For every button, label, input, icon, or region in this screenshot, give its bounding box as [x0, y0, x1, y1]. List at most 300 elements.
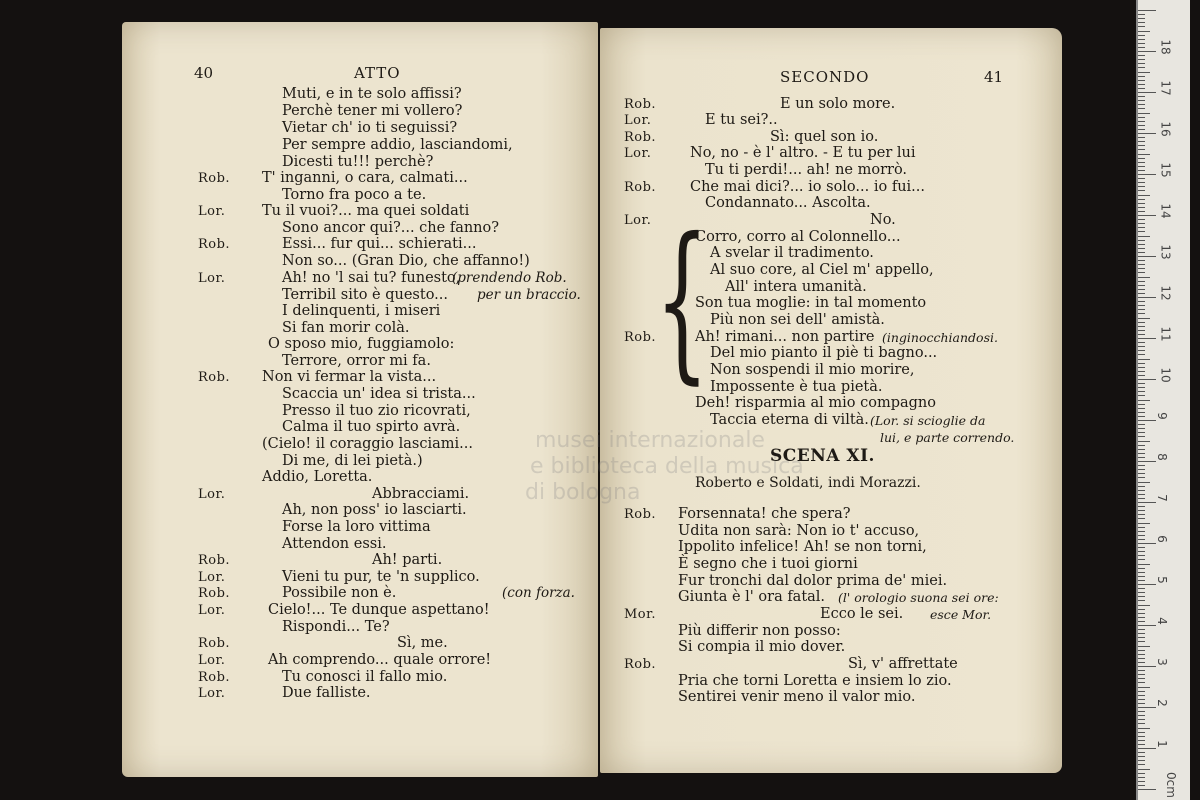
ruler-tick	[1138, 248, 1145, 249]
ruler-tick	[1138, 400, 1150, 401]
ruler-tick	[1138, 744, 1145, 745]
ruler-tick	[1138, 736, 1145, 737]
speaker-label: Rob.	[624, 657, 657, 672]
verse-line: Terrore, orror mi fa.	[282, 353, 431, 369]
ruler-tick	[1138, 547, 1145, 548]
speaker-label: Rob.	[624, 507, 657, 522]
ruler-tick	[1138, 203, 1145, 204]
ruler-tick	[1138, 404, 1145, 405]
ruler-tick	[1138, 543, 1156, 544]
verse-line: Fur tronchi dal dolor prima de' miei.	[678, 573, 948, 589]
ruler-tick	[1138, 104, 1145, 105]
ruler-number: 14	[1158, 203, 1173, 219]
verse-line: Perchè tener mi vollero?	[282, 103, 463, 119]
stage-direction: (l' orologio suona sei ore:	[838, 590, 999, 605]
ruler-tick	[1138, 473, 1145, 474]
ruler-tick	[1138, 67, 1145, 68]
stage-direction: (con forza.	[502, 585, 575, 601]
ruler-tick	[1138, 371, 1145, 372]
ruler-tick	[1138, 260, 1145, 261]
ruler-tick	[1138, 412, 1145, 413]
verse-line: Abbracciami.	[372, 486, 470, 502]
ruler-tick	[1138, 477, 1145, 478]
verse-line: Calma il tuo spirto avrà.	[282, 419, 461, 435]
ruler-tick	[1138, 92, 1156, 93]
stage-direction: (Lor. si scioglie da	[870, 413, 986, 428]
ruler-tick	[1138, 39, 1145, 40]
speaker-label: Rob.	[198, 171, 231, 186]
ruler-tick	[1138, 494, 1145, 495]
ruler-tick	[1138, 576, 1145, 577]
ruler-tick	[1138, 785, 1145, 786]
ruler-tick	[1138, 14, 1145, 15]
verse-line: Tu conosci il fallo mio.	[282, 669, 448, 685]
speaker-label: Lor.	[198, 487, 226, 502]
verse-line: Udita non sarà: Non io t' accuso,	[678, 523, 920, 539]
ruler-tick	[1138, 518, 1145, 519]
ruler-tick	[1138, 256, 1156, 257]
ruler-tick	[1138, 277, 1150, 278]
ruler-tick	[1138, 707, 1156, 708]
ruler-number: 17	[1158, 80, 1173, 96]
right-page-number: 41	[984, 68, 1004, 86]
ruler-tick	[1138, 646, 1150, 647]
ruler-tick	[1138, 268, 1145, 269]
ruler-tick	[1138, 313, 1145, 314]
stage-direction: per un braccio.	[477, 287, 581, 303]
ruler-tick	[1138, 551, 1145, 552]
verse-line: Presso il tuo zio ricovrati,	[282, 403, 471, 419]
ruler-tick	[1138, 326, 1145, 327]
ruler-tick	[1138, 207, 1145, 208]
stage-direction: lui, e parte correndo.	[880, 430, 1015, 445]
ruler-number: 4	[1154, 617, 1169, 625]
ruler-tick	[1138, 55, 1145, 56]
ruler-tick	[1138, 359, 1150, 360]
verse-line: A svelar il tradimento.	[710, 245, 874, 261]
ruler-tick	[1138, 223, 1145, 224]
verse-line: Non vi fermar la vista...	[262, 369, 437, 385]
ruler-number: 2	[1154, 699, 1169, 707]
ruler-tick	[1138, 728, 1150, 729]
verse-line: Essi... fur qui... schierati...	[282, 236, 477, 252]
ruler-tick	[1138, 88, 1145, 89]
ruler-tick	[1138, 596, 1145, 597]
ruler-tick	[1138, 719, 1145, 720]
ruler-tick	[1138, 621, 1145, 622]
ruler-tick	[1138, 711, 1145, 712]
ruler-tick	[1138, 600, 1145, 601]
ruler-tick	[1138, 572, 1145, 573]
measurement-ruler	[1136, 0, 1190, 800]
ruler-tick	[1138, 297, 1156, 298]
ruler-tick	[1138, 96, 1145, 97]
ruler-tick	[1138, 482, 1150, 483]
ruler-tick	[1138, 350, 1145, 351]
ruler-tick	[1138, 309, 1145, 310]
ruler-tick	[1138, 363, 1145, 364]
right-running-head: SECONDO	[780, 68, 870, 86]
verse-line: No, no - è l' altro. - E tu per lui	[690, 145, 916, 161]
speech-brace: {	[655, 202, 710, 400]
ruler-tick	[1138, 559, 1145, 560]
verse-line: Si fan morir colà.	[282, 320, 410, 336]
ruler-tick	[1138, 752, 1145, 753]
ruler-tick	[1138, 281, 1145, 282]
ruler-tick	[1138, 84, 1145, 85]
ruler-tick	[1138, 43, 1145, 44]
ruler-tick	[1138, 395, 1145, 396]
ruler-tick	[1138, 215, 1156, 216]
ruler-tick	[1138, 428, 1145, 429]
ruler-number: 7	[1154, 494, 1169, 502]
verse-line: Condannato... Ascolta.	[705, 195, 871, 211]
ruler-tick	[1138, 154, 1150, 155]
ruler-tick	[1138, 121, 1145, 122]
ruler-tick	[1138, 199, 1145, 200]
verse-line: Ecco le sei.	[820, 606, 904, 622]
verse-line: Si compia il mio dover.	[678, 639, 846, 655]
ruler-tick	[1138, 691, 1145, 692]
ruler-tick	[1138, 781, 1145, 782]
verse-line: Taccia eterna di viltà.	[710, 412, 869, 428]
ruler-number: 1	[1154, 740, 1169, 748]
ruler-tick	[1138, 289, 1145, 290]
ruler-tick	[1138, 35, 1145, 36]
ruler-tick	[1138, 342, 1145, 343]
ruler-number: 10	[1158, 367, 1173, 383]
ruler-tick	[1138, 449, 1145, 450]
ruler-tick	[1138, 662, 1145, 663]
ruler-tick	[1138, 133, 1156, 134]
verse-line: Tu il vuoi?... ma quei soldati	[262, 203, 470, 219]
ruler-tick	[1138, 272, 1145, 273]
ruler-tick	[1138, 588, 1145, 589]
ruler-tick	[1138, 555, 1145, 556]
ruler-tick	[1138, 354, 1145, 355]
speaker-label: Rob.	[624, 330, 657, 345]
verse-line: Giunta è l' ora fatal.	[678, 589, 826, 605]
ruler-tick	[1138, 687, 1150, 688]
ruler-tick	[1138, 166, 1145, 167]
ruler-tick	[1138, 629, 1145, 630]
ruler-tick	[1138, 723, 1145, 724]
ruler-tick	[1138, 699, 1145, 700]
ruler-tick	[1138, 379, 1156, 380]
ruler-tick	[1138, 769, 1150, 770]
speaker-label: Lor.	[198, 204, 226, 219]
ruler-number: 5	[1154, 576, 1169, 584]
verse-line: T' inganni, o cara, calmati...	[262, 170, 468, 186]
ruler-tick	[1138, 231, 1145, 232]
verse-line: Ah, non poss' io lasciarti.	[282, 502, 467, 518]
ruler-tick	[1138, 240, 1145, 241]
ruler-tick	[1138, 420, 1156, 421]
ruler-tick	[1138, 117, 1145, 118]
ruler-tick	[1138, 510, 1145, 511]
ruler-tick	[1138, 264, 1145, 265]
ruler-tick	[1138, 301, 1145, 302]
ruler-tick	[1138, 453, 1145, 454]
ruler-tick	[1138, 764, 1145, 765]
ruler-tick	[1138, 469, 1145, 470]
speaker-label: Rob.	[198, 553, 231, 568]
ruler-tick	[1138, 51, 1156, 52]
ruler-tick	[1138, 732, 1145, 733]
ruler-tick	[1138, 441, 1150, 442]
ruler-tick	[1138, 432, 1145, 433]
verse-line: Ah! parti.	[372, 552, 443, 568]
speaker-label: Lor.	[624, 113, 652, 128]
ruler-tick	[1138, 145, 1145, 146]
ruler-tick	[1138, 31, 1150, 32]
ruler-tick	[1138, 76, 1145, 77]
ruler-tick	[1138, 174, 1156, 175]
speaker-label: Rob.	[198, 636, 231, 651]
stage-direction: esce Mor.	[930, 607, 992, 622]
ruler-tick	[1138, 63, 1145, 64]
ruler-tick	[1138, 666, 1156, 667]
ruler-tick	[1138, 236, 1150, 237]
speaker-label: Rob.	[198, 670, 231, 685]
verse-line: Sì, v' affrettate	[848, 656, 958, 672]
ruler-number: 15	[1158, 162, 1173, 178]
right-page	[600, 28, 1062, 773]
watermark-line: e biblioteca della musica	[530, 454, 804, 479]
ruler-tick	[1138, 674, 1145, 675]
ruler-tick	[1138, 387, 1145, 388]
verse-line: Ah comprendo... quale orrore!	[268, 652, 492, 668]
ruler-tick	[1138, 141, 1145, 142]
ruler-tick	[1138, 535, 1145, 536]
ruler-tick	[1138, 613, 1145, 614]
verse-line: Pria che torni Loretta e insiem lo zio.	[678, 673, 952, 689]
ruler-tick	[1138, 703, 1145, 704]
ruler-tick	[1138, 637, 1145, 638]
ruler-number: 0cm	[1163, 772, 1178, 798]
ruler-tick	[1138, 625, 1156, 626]
ruler-tick	[1138, 650, 1145, 651]
ruler-tick	[1138, 564, 1150, 565]
ruler-tick	[1138, 391, 1145, 392]
ruler-number: 8	[1154, 453, 1169, 461]
verse-line: Forse la loro vittima	[282, 519, 431, 535]
ruler-tick	[1138, 10, 1156, 11]
verse-line: È segno che i tuoi giorni	[678, 556, 858, 572]
ruler-tick	[1138, 654, 1145, 655]
verse-line: (Cielo! il coraggio lasciami...	[262, 436, 473, 452]
ruler-number: 9	[1154, 412, 1169, 420]
ruler-tick	[1138, 211, 1145, 212]
verse-line: Deh! risparmia al mio compagno	[695, 395, 936, 411]
ruler-tick	[1138, 682, 1145, 683]
ruler-tick	[1138, 695, 1145, 696]
verse-line: Dicesti tu!!! perchè?	[282, 154, 434, 170]
speaker-label: Lor.	[624, 213, 652, 228]
left-page-number: 40	[194, 64, 214, 82]
speaker-label: Rob.	[624, 180, 657, 195]
verse-line: Più non sei dell' amistà.	[710, 312, 885, 328]
ruler-tick	[1138, 789, 1156, 790]
ruler-tick	[1138, 416, 1145, 417]
ruler-tick	[1138, 330, 1145, 331]
ruler-tick	[1138, 539, 1145, 540]
ruler-tick	[1138, 527, 1145, 528]
verse-line: Torno fra poco a te.	[282, 187, 427, 203]
ruler-tick	[1138, 777, 1145, 778]
verse-line: E tu sei?..	[705, 112, 778, 128]
speaker-label: Mor.	[624, 607, 657, 622]
ruler-tick	[1138, 383, 1145, 384]
ruler-tick	[1138, 125, 1145, 126]
ruler-tick	[1138, 523, 1150, 524]
ruler-tick	[1138, 285, 1145, 286]
ruler-tick	[1138, 322, 1145, 323]
ruler-tick	[1138, 514, 1145, 515]
speaker-label: Rob.	[624, 97, 657, 112]
verse-line: Due falliste.	[282, 685, 371, 701]
scene-cast-text: Roberto e Soldati, indi Morazzi.	[695, 475, 921, 491]
ruler-tick	[1138, 178, 1145, 179]
ruler-tick	[1138, 408, 1145, 409]
ruler-tick	[1138, 375, 1145, 376]
ruler-number: 11	[1158, 326, 1173, 342]
ruler-tick	[1138, 445, 1145, 446]
verse-line: No.	[870, 212, 896, 228]
speaker-label: Lor.	[198, 271, 226, 286]
ruler-number: 12	[1158, 285, 1173, 301]
ruler-tick	[1138, 22, 1145, 23]
ruler-tick	[1138, 244, 1145, 245]
ruler-tick	[1138, 506, 1145, 507]
ruler-tick	[1138, 531, 1145, 532]
ruler-tick	[1138, 318, 1150, 319]
ruler-tick	[1138, 498, 1145, 499]
ruler-tick	[1138, 227, 1145, 228]
ruler-tick	[1138, 334, 1145, 335]
verse-line: Attendon essi.	[282, 536, 387, 552]
ruler-tick	[1138, 338, 1156, 339]
stage-direction: (prendendo Rob.	[452, 270, 567, 286]
ruler-tick	[1138, 346, 1145, 347]
speaker-label: Rob.	[624, 130, 657, 145]
verse-line: Impossente è tua pietà.	[710, 379, 883, 395]
ruler-tick	[1138, 715, 1145, 716]
ruler-tick	[1138, 26, 1145, 27]
verse-line: Vieni tu pur, te 'n supplico.	[282, 569, 480, 585]
verse-line: Sì: quel son io.	[770, 129, 879, 145]
speaker-label: Lor.	[198, 570, 226, 585]
ruler-tick	[1138, 80, 1145, 81]
verse-line: Ah! no 'l sai tu? funesto,	[282, 270, 461, 286]
ruler-tick	[1138, 670, 1145, 671]
ruler-tick	[1138, 756, 1145, 757]
ruler-tick	[1138, 72, 1150, 73]
verse-line: E un solo more.	[780, 96, 896, 112]
ruler-tick	[1138, 113, 1150, 114]
ruler-tick	[1138, 678, 1145, 679]
verse-line: All' intera umanità.	[725, 279, 867, 295]
verse-line: Non sospendi il mio morire,	[710, 362, 915, 378]
verse-line: Son tua moglie: in tal momento	[695, 295, 927, 311]
scene-title: SCENA XI.	[770, 446, 875, 466]
ruler-tick	[1138, 490, 1145, 491]
ruler-tick	[1138, 162, 1145, 163]
ruler-number: 3	[1154, 658, 1169, 666]
ruler-tick	[1138, 641, 1145, 642]
verse-line: Sentirei venir meno il valor mio.	[678, 689, 916, 705]
ruler-tick	[1138, 457, 1145, 458]
verse-line: Rispondi... Te?	[282, 619, 390, 635]
verse-line: O sposo mio, fuggiamolo:	[268, 336, 455, 352]
ruler-number: 6	[1154, 535, 1169, 543]
left-page	[122, 22, 598, 777]
ruler-tick	[1138, 568, 1145, 569]
ruler-tick	[1138, 170, 1145, 171]
ruler-tick	[1138, 59, 1145, 60]
verse-line: Al suo core, al Ciel m' appello,	[710, 262, 934, 278]
verse-line: Terribil sito è questo...	[282, 287, 448, 303]
verse-line: Per sempre addio, lasciandomi,	[282, 137, 513, 153]
ruler-tick	[1138, 584, 1156, 585]
verse-line: Corro, corro al Colonnello...	[695, 229, 901, 245]
speaker-label: Lor.	[198, 653, 226, 668]
verse-line: I delinquenti, i miseri	[282, 303, 441, 319]
verse-line: Ah! rimani... non partire	[695, 329, 875, 345]
verse-line: Addio, Loretta.	[262, 469, 373, 485]
ruler-tick	[1138, 760, 1145, 761]
ruler-tick	[1138, 137, 1145, 138]
speaker-label: Rob.	[198, 370, 231, 385]
ruler-tick	[1138, 633, 1145, 634]
verse-line: Più differir non posso:	[678, 623, 841, 639]
ruler-tick	[1138, 658, 1145, 659]
ruler-tick	[1138, 195, 1150, 196]
ruler-tick	[1138, 592, 1145, 593]
ruler-tick	[1138, 605, 1150, 606]
verse-line: Muti, e in te solo affissi?	[282, 86, 462, 102]
speaker-label: Rob.	[198, 586, 231, 601]
speaker-label: Lor.	[624, 146, 652, 161]
ruler-tick	[1138, 424, 1145, 425]
ruler-tick	[1138, 580, 1145, 581]
ruler-tick	[1138, 182, 1145, 183]
ruler-tick	[1138, 293, 1145, 294]
verse-line: Vietar ch' io ti seguissi?	[282, 120, 458, 136]
verse-line: Di me, di lei pietà.)	[282, 453, 423, 469]
ruler-tick	[1138, 252, 1145, 253]
verse-line: Sì, me.	[397, 635, 448, 651]
ruler-tick	[1138, 740, 1145, 741]
speaker-label: Rob.	[198, 237, 231, 252]
ruler-tick	[1138, 219, 1145, 220]
watermark-line: di bologna	[525, 480, 641, 505]
ruler-number: 18	[1158, 39, 1173, 55]
left-running-head: ATTO	[354, 64, 401, 82]
verse-line: Tu ti perdi!... ah! ne morrò.	[705, 162, 908, 178]
verse-line: Del mio pianto il piè ti bagno...	[710, 345, 938, 361]
ruler-tick	[1138, 609, 1145, 610]
verse-line: Non so... (Gran Dio, che affanno!)	[282, 253, 530, 269]
ruler-number: 16	[1158, 121, 1173, 137]
ruler-tick	[1138, 773, 1145, 774]
ruler-tick	[1138, 190, 1145, 191]
ruler-tick	[1138, 158, 1145, 159]
ruler-tick	[1138, 486, 1145, 487]
ruler-tick	[1138, 186, 1145, 187]
watermark-line: musei internazionale	[535, 428, 765, 453]
verse-line: Ippolito infelice! Ah! se non torni,	[678, 539, 927, 555]
